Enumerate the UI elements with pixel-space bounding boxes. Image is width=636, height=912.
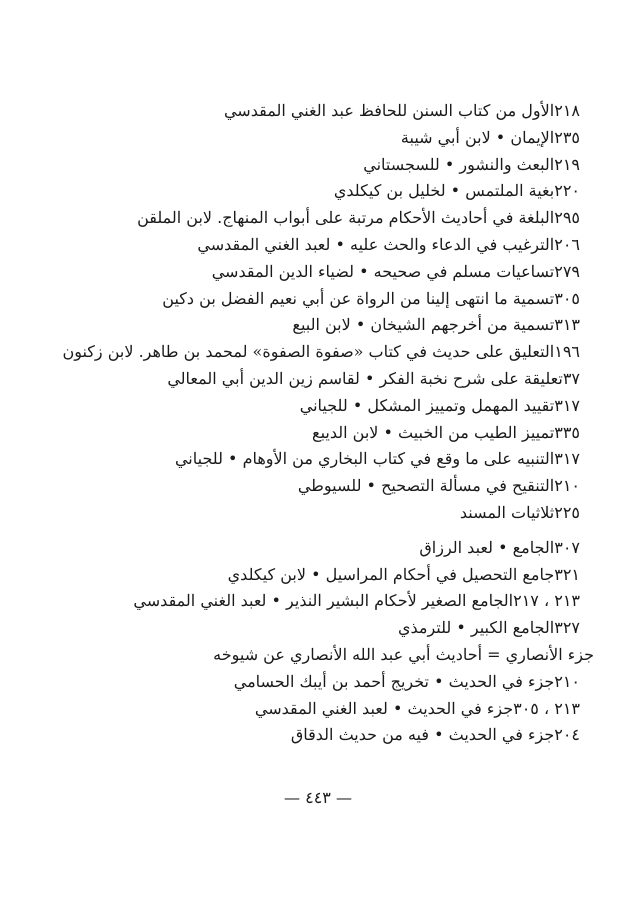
entry-title: الجامع الصغير لأحكام البشير النذير • لعبد الغني المقدسي (133, 591, 514, 611)
entry-title: تقييد المهمل وتمييز المشكل • للجياني (299, 395, 555, 415)
index-entry (34, 286, 594, 313)
index-entry (34, 152, 594, 179)
entry-title: الجامع • لعبد الرزاق (419, 537, 555, 557)
entry-page-numbers: ٢٣٥ (554, 127, 580, 147)
entry-title: تسمية من أخرجهم الشيخان • لابن البيع (292, 315, 555, 335)
entry-page-numbers: ٣٣٥ (554, 422, 580, 442)
entry-page-numbers: ٣٢١ (554, 564, 580, 584)
entry-page-numbers: ٢١٩ (554, 154, 580, 174)
entry-title: تسمية ما انتهى إلينا من الرواة عن أبي نعيم الفضل بن دكين (162, 288, 555, 308)
entry-page-numbers: ٢٠٤ (554, 725, 580, 745)
entry-page-numbers: ٢١٠ (554, 671, 580, 691)
entry-title: جامع التحصيل في أحكام المراسيل • لابن كيكلدي (227, 564, 555, 584)
index-entry (34, 366, 594, 393)
index-entry (34, 588, 594, 615)
entry-page-numbers: ٢٠٦ (554, 234, 580, 254)
entry-title: جزء في الحديث • فيه من حديث الدقاق (290, 725, 555, 745)
entry-page-numbers: ٢١٣ ، ٢١٧ (513, 591, 580, 611)
entry-title: تمييز الطيب من الخبيث • لابن الديبع (312, 422, 555, 442)
index-entry (34, 312, 594, 339)
index-entry (34, 420, 594, 447)
entry-page-numbers: ٢٢٠ (554, 181, 580, 201)
entry-title: الأول من كتاب السنن للحافظ عبد الغني المقدسي (223, 101, 555, 120)
entry-page-numbers: ٢٩٥ (554, 208, 580, 228)
entry-title: التنقيح في مسألة التصحيح • للسيوطي (297, 476, 555, 496)
page-number: — ٤٤٣ — (284, 788, 352, 807)
entry-page-numbers: ١٩٦ (554, 342, 580, 362)
entry-page-numbers: ٢٢٥ (554, 502, 580, 522)
entry-title: التعليق على حديث في كتاب «صفوة الصفوة» لمحمد بن طاهر. لابن زكنون (62, 342, 555, 362)
entry-title: تساعيات مسلم في صحيحه • لضياء الدين المقدسي (211, 261, 555, 281)
entry-title: الجامع الكبير • للترمذي (397, 618, 555, 638)
entry-title: الترغيب في الدعاء والحث عليه • لعبد الغني المقدسي (197, 234, 555, 254)
index-entry (34, 615, 594, 642)
index-entry (34, 722, 594, 749)
entry-title: البلغة في أحاديث الأحكام مرتبة على أبواب المنهاج. لابن الملقن (137, 208, 555, 228)
index-entry (34, 98, 594, 125)
entry-page-numbers: ٣٠٥ (554, 288, 580, 308)
entry-page-numbers: ٣١٧ (554, 395, 580, 415)
index-entry (34, 535, 594, 562)
entry-page-numbers: ٣١٣ (554, 315, 580, 335)
entry-title: الإيمان • لابن أبي شيبة (400, 127, 555, 147)
index-entry (34, 259, 594, 286)
index-entry (34, 339, 594, 366)
index-entry (34, 205, 594, 232)
entry-title: بغية الملتمس • لخليل بن كيكلدي (333, 181, 555, 201)
index-entry (34, 500, 594, 527)
entry-page-numbers: ٣١٧ (554, 449, 580, 469)
bibliography-index (34, 98, 594, 749)
entry-title: جزء في الحديث • تخريج أحمد بن أيبك الحسامي (233, 671, 555, 691)
entry-title: جزء الأنصاري = أحاديث أبي عبد الله الأنصاري عن شيوخه (213, 644, 594, 664)
index-entry (34, 178, 594, 205)
index-entry (34, 696, 594, 723)
index-entry (34, 642, 594, 669)
index-entry (34, 669, 594, 696)
index-entry (34, 125, 594, 152)
index-entry (34, 473, 594, 500)
entry-page-numbers: ٢١٨ (554, 101, 580, 120)
entry-page-numbers: ٣٢٧ (554, 618, 580, 638)
entry-page-numbers: ٣٧ (562, 368, 580, 388)
entry-page-numbers: ٢١٠ (554, 476, 580, 496)
index-entry (34, 232, 594, 259)
index-entry (34, 393, 594, 420)
entry-title: جزء في الحديث • لعبد الغني المقدسي (254, 698, 514, 718)
entry-title: ثلاثيات المسند (459, 502, 555, 522)
index-entry (34, 446, 594, 473)
entry-title: تعليقة على شرح نخبة الفكر • لقاسم زين الدين أبي المعالي (167, 368, 563, 388)
entry-page-numbers: ٢١٣ ، ٣٠٥ (513, 698, 580, 718)
entry-page-numbers: ٢٧٩ (554, 261, 580, 281)
entry-title: التنبيه على ما وقع في كتاب البخاري من الأوهام • للجياني (174, 449, 555, 469)
entry-page-numbers: ٣٠٧ (554, 537, 580, 557)
index-entry (34, 562, 594, 589)
entry-title: البعث والنشور • للسجستاني (363, 154, 555, 174)
